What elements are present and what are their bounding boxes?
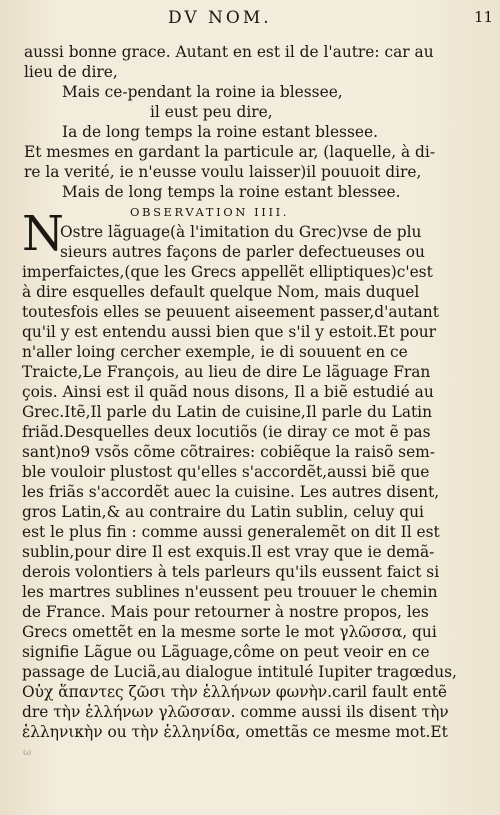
text-line: il eust peu dire, [150, 103, 273, 121]
text-line: de France. Mais pour retourner à nostre propos, les [22, 603, 429, 621]
text-line: ble vouloir plustost qu'elles s'accordẽt,aussi biẽ que [22, 463, 430, 481]
text-line: dre τὴν ἑλλήνων γλῶσσαν. comme aussi ils disent τὴν [22, 703, 449, 721]
text-line: lieu de dire, [24, 63, 118, 81]
text-line: çois. Ainsi est il quãd nous disons, Il a biẽ estudié au [22, 383, 434, 401]
text-line: Mais ce-pendant la roine ia blessee, [62, 83, 343, 101]
text-line: Grecs omettẽt en la mesme sorte le mot γλῶσσα, qui [22, 623, 437, 641]
text-line: Et mesmes en gardant la particule ar, (laquelle, à di- [24, 143, 436, 161]
page-number: 11 [474, 8, 494, 26]
text-line: aussi bonne grace. Autant en est il de l'autre: car au [24, 43, 434, 61]
section-heading: OBSERVATION IIII. [130, 205, 289, 219]
text-line: gros Latin,& au contraire du Latin sublin, celuy qui [22, 503, 424, 521]
text-line: sant)no9 vsõs cõme cõtraires: cobiẽque la raisõ sem- [22, 443, 435, 461]
text-line: Ia de long temps la roine estant blessee. [62, 123, 378, 141]
text-line: ἑλληνικὴν ou τὴν ἑλληνίδα, omettãs ce mesme mot.Et [22, 723, 448, 741]
text-line: Traicte,Le François, au lieu de dire Le lãguage Fran [22, 363, 431, 381]
text-line: Ostre lãguage(à l'imitation du Grec)vse de plu [60, 223, 422, 241]
text-line: les martres sublines n'eussent peu trouuer le chemin [22, 583, 438, 601]
text-line: friãd.Desquelles deux locutiõs (ie diray ce mot ẽ pas [22, 423, 431, 441]
text-line: Οὐχ ἅπαντες ζῶσι τὴν ἑλλήνων φωνὴν.caril fault entẽ [22, 683, 448, 701]
text-line: Mais de long temps la roine estant blessee. [62, 183, 401, 201]
text-line: à dire esquelles default quelque Nom, mais duquel [22, 283, 420, 301]
drop-cap: N [22, 206, 64, 262]
text-line: toutesfois elles se peuuent aiseement passer,d'autant [22, 303, 439, 321]
text-line: imperfaictes,(que les Grecs appellẽt elliptiques)c'est [22, 263, 433, 281]
text-line: est le plus fin : comme aussi generalemẽt on dit Il est [22, 523, 440, 541]
page-header [0, 4, 500, 30]
text-line: re la verité, ie n'eusse voulu laisser)il pouuoit dire, [24, 163, 422, 181]
text-line: passage de Luciã,au dialogue intitulé Iupiter tragœdus, [22, 663, 457, 681]
text-line: les friãs s'accordẽt auec la cuisine. Les autres disent, [22, 483, 440, 501]
text-line: n'aller loing cercher exemple, ie di souuent en ce [22, 343, 408, 361]
signature-mark: ω [23, 747, 32, 758]
text-line: signifie Lãgue ou Lãguage,côme on peut veoir en ce [22, 643, 430, 661]
text-line: Grec.Itẽ,Il parle du Latin de cuisine,Il parle du Latin [22, 403, 433, 421]
text-line: sieurs autres façons de parler defectueuses ou [60, 243, 425, 261]
running-head: DV NOM. [168, 8, 272, 28]
text-line: qu'il y est entendu aussi bien que s'il y estoit.Et pour [22, 323, 437, 341]
text-line: derois volontiers à tels parleurs qu'ils eussent faict si [22, 563, 440, 581]
text-line: sublin,pour dire Il est exquis.Il est vray que ie demã- [22, 543, 435, 561]
